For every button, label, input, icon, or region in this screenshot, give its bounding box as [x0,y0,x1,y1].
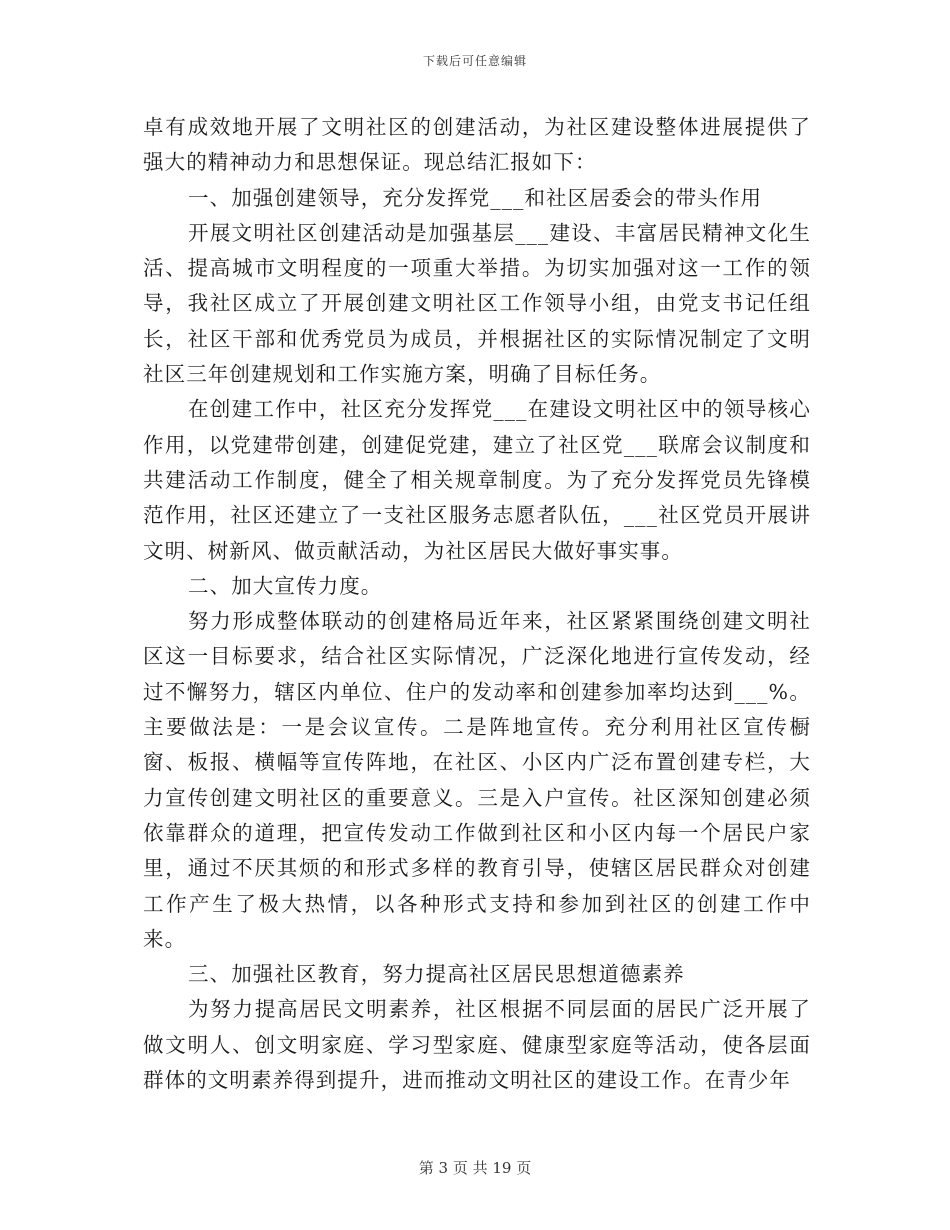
paragraph: 卓有成效地开展了文明社区的创建活动，为社区建设整体进展提供了强大的精神动力和思想保证。现总结汇报如下： [143,115,811,175]
paragraph: 为努力提高居民文明素养，社区根据不同层面的居民广泛开展了做文明人、创文明家庭、学习型家庭、健康型家庭等活动，使各层面群体的文明素养得到提升，进而推动文明社区的建设工作。在青少年 [143,997,811,1093]
page-header-note: 下载后可任意编辑 [422,54,527,68]
paragraph: 开展文明社区创建活动是加强基层___建设、丰富居民精神文化生活、提高城市文明程度的一项重大举措。为切实加强对这一工作的领导，我社区成立了开展创建文明社区工作领导小组，由党支书记任组长，社区干部和优秀党员为成员，并根据社区的实际情况制定了文明社区三年创建规划和工作实施方案，明确了目标任务。 [143,220,811,387]
section-heading-3: 三、加强社区教育，努力提高社区居民思想道德素养 [188,962,685,987]
paragraph: 在创建工作中，社区充分发挥党___在建设文明社区中的领导核心作用，以党建带创建，创建促党建，建立了社区党___联席会议制度和共建活动工作制度，健全了相关规章制度。为了充分发挥党员先锋模范作用，社区还建立了一支社区服务志愿者队伍，___社区党员开展讲文明、树新风、做贡献活动，为社区居民大做好事实事。 [143,397,811,563]
page-number: 第 3 页 共 19 页 [418,1159,532,1177]
section-heading-2: 二、加大宣传力度。 [188,573,383,598]
section-heading-1: 一、加强创建领导，充分发挥党___和社区居委会的带头作用 [188,185,763,210]
paragraph: 努力形成整体联动的创建格局近年来，社区紧紧围绕创建文明社区这一目标要求，结合社区实际情况，广泛深化地进行宣传发动，经过不懈努力，辖区内单位、住户的发动率和创建参加率均达到___%。主要做法是：一是会议宣传。二是阵地宣传。充分利用社区宣传橱窗、板报、横幅等宣传阵地，在社区、小区内广泛布置创建专栏，大力宣传创建文明社区的重要意义。三是入户宣传。社区深知创建必须依靠群众的道理，把宣传发动工作做到社区和小区内每一个居民户家里，通过不厌其烦的和形式多样的教育引导，使辖区居民群众对创建工作产生了极大热情，以各种形式支持和参加到社区的创建工作中来。 [143,609,811,951]
document-body [143,110,811,1098]
